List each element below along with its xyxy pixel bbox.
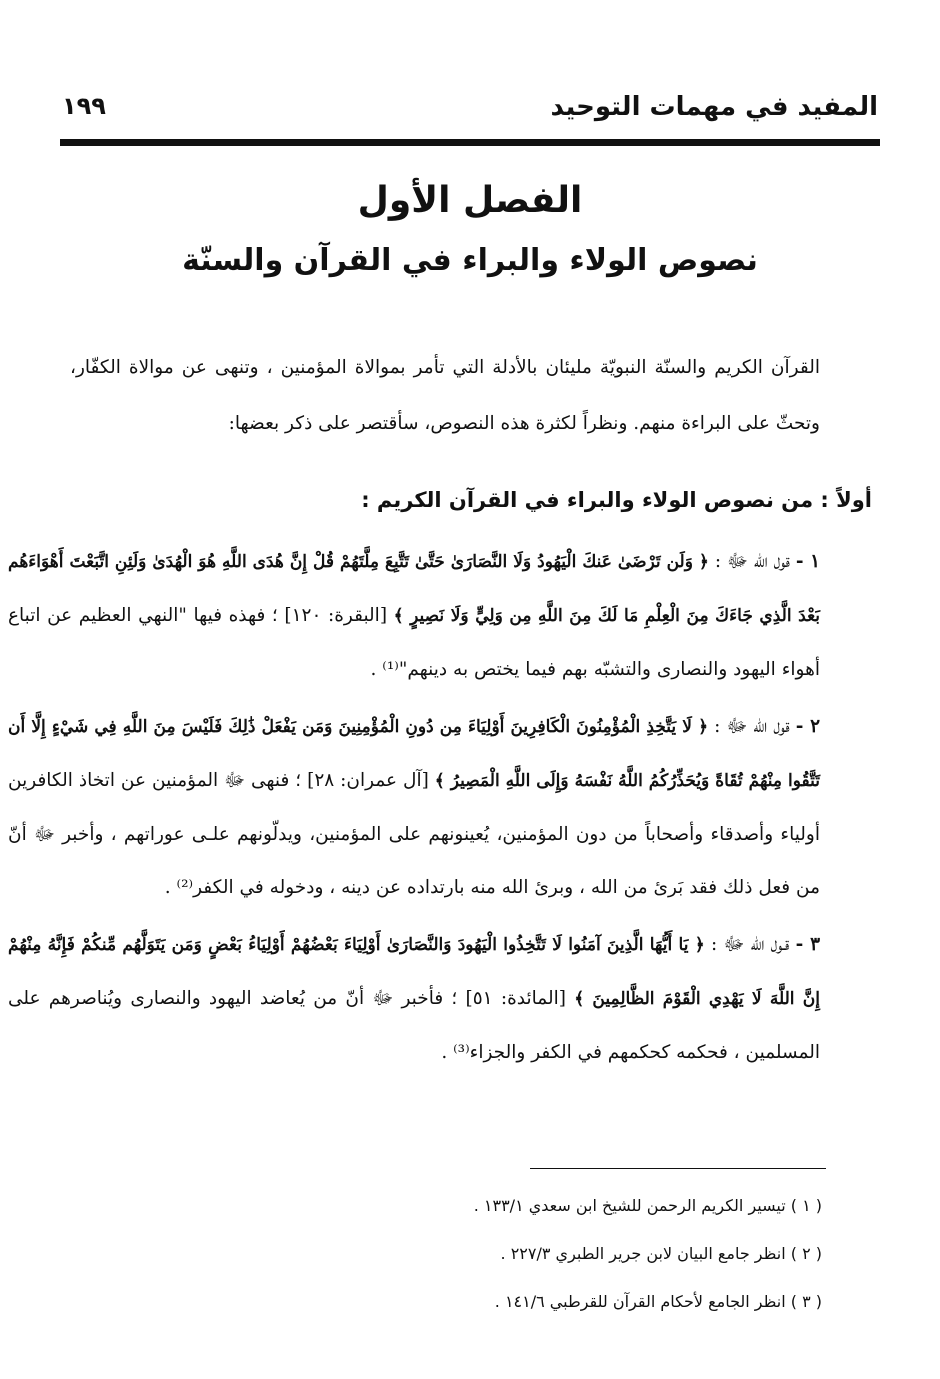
item-intro: قول الله ﷻ : xyxy=(714,551,790,572)
item-number: ٣ - xyxy=(795,934,821,955)
item-commentary: ؛ فأخبر ﷻ أنّ من يُعاضد اليهود والنصارى ويُناصرهم على المسلمين ، فحكمه كحكمهم في الكفر والجزاء⁽³⁾ . xyxy=(8,988,820,1063)
header-rule xyxy=(60,139,880,146)
chapter-subtitle: نصوص الولاء والبراء في القرآن والسنّة xyxy=(182,243,758,278)
page-number: ١٩٩ xyxy=(62,92,106,120)
footnote-rule xyxy=(530,1168,826,1169)
intro-paragraph: القرآن الكريم والسنّة النبويّة مليئان بالأدلة التي تأمر بموالاة المؤمنين ، وتنهى عن موالاة الكفّار، وتحثّ على البراءة منهم. ونظراً لكثرة هذه النصوص، سأقتصر على ذكر بعضها: xyxy=(70,357,820,434)
verse-reference: [البقرة: ١٢٠] xyxy=(284,605,388,626)
list-item xyxy=(8,700,820,914)
footnote: ( ٣ ) انظر الجامع لأحكام القرآن للقرطبي ١٤١/٦ . xyxy=(494,1292,822,1311)
item-intro: قـول الله ﷻ : xyxy=(710,934,790,955)
verse-reference: [آل عمران: ٢٨] xyxy=(307,770,429,791)
quran-verse: ﴿ لَا يَتَّخِذِ الْمُؤْمِنُونَ الْكَافِرِينَ أَوْلِيَاءَ مِن دُونِ الْمُؤْمِنِينَ وَمَن يَفْعَلْ ذَٰلِكَ فَلَيْسَ مِنَ اللَّهِ فِي شَيْءٍ إِلَّا أَن تَتَّقُوا مِنْهُمْ تُقَاةً وَيُحَذِّرُكُمُ اللَّهُ نَفْسَهُ وَإِلَى اللَّهِ الْمَصِيرُ ﴾ xyxy=(8,717,820,791)
chapter-title: الفصل الأول xyxy=(357,180,583,221)
item-commentary: ؛ فنهى ﷻ المؤمنين عن اتخاذ الكافرين أولياء وأصدقاء وأصحاباً من دون المؤمنين، يُعينونهم على المؤمنين، ويدلّونهم علـى عوراتهم ، وأخبر ﷻ أنّ من فعل ذلك فقد بَرئ من الله ، وبرئ الله منه بارتداده عن دينه ، ودخوله في الكفر⁽²⁾ . xyxy=(8,770,820,898)
footnote: ( ١ ) تيسير الكريم الرحمن للشيخ ابن سعدي ١٣٣/١ . xyxy=(473,1196,822,1215)
book-title: المفيد في مهمات التوحيد xyxy=(550,92,878,122)
section-heading: أولاً : من نصوص الولاء والبراء في القرآن الكريم : xyxy=(361,488,872,512)
list-item xyxy=(8,918,820,1079)
footnotes xyxy=(102,1182,822,1326)
verse-reference: [المائدة: ٥١] xyxy=(465,988,566,1009)
running-header xyxy=(62,92,878,132)
item-number: ١ - xyxy=(795,551,821,572)
item-intro: قول الله ﷻ : xyxy=(714,716,790,737)
quran-verse: ﴿ وَلَن تَرْضَىٰ عَنكَ الْيَهُودُ وَلَا النَّصَارَىٰ حَتَّىٰ تَتَّبِعَ مِلَّتَهُمْ قُلْ إِنَّ هُدَى اللَّهِ هُوَ الْهُدَىٰ وَلَئِنِ اتَّبَعْتَ أَهْوَاءَهُم بَعْدَ الَّذِي جَاءَكَ مِنَ الْعِلْمِ مَا لَكَ مِنَ اللَّهِ مِن وَلِيٍّ وَلَا نَصِيرٍ ﴾ xyxy=(8,552,820,626)
item-commentary: ؛ فهذه فيها "النهي العظيم عن اتباع أهواء اليهود والنصارى والتشبّه بهم فيما يختص به دينهم"⁽¹⁾ . xyxy=(8,605,820,680)
footnote: ( ٢ ) انظر جامع البيان لابن جرير الطبري ٢٢٧/٣ . xyxy=(500,1244,822,1263)
list-item xyxy=(8,535,820,696)
quran-verse: ﴿ يَا أَيُّهَا الَّذِينَ آمَنُوا لَا تَتَّخِذُوا الْيَهُودَ وَالنَّصَارَىٰ أَوْلِيَاءَ بَعْضُهُمْ أَوْلِيَاءُ بَعْضٍ وَمَن يَتَوَلَّهُم مِّنكُمْ فَإِنَّهُ مِنْهُمْ إِنَّ اللَّهَ لَا يَهْدِي الْقَوْمَ الظَّالِمِينَ ﴾ xyxy=(8,935,821,1009)
item-number: ٢ - xyxy=(795,716,821,737)
evidence-list xyxy=(8,535,820,1083)
